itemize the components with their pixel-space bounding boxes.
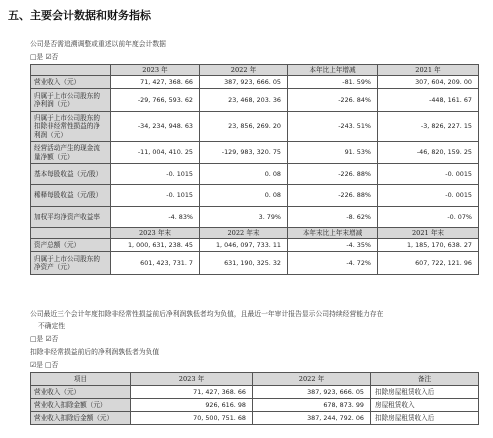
value-cell: -46, 820, 159. 25 (378, 142, 479, 164)
revenue-deduction-table (30, 372, 479, 425)
row-label: 归属于上市公司股东的净资产（元） (31, 252, 111, 275)
value-cell: -34, 234, 948. 63 (111, 112, 200, 142)
table-header-row (31, 373, 479, 386)
row-label: 营业收入（元） (31, 386, 131, 399)
restatement-question: 公司是否需追溯调整或重述以前年度会计数据 (30, 40, 166, 48)
value-cell: -226. 88% (288, 185, 378, 207)
header-cell: 备注 (371, 373, 479, 386)
value-cell: -243. 51% (288, 112, 378, 142)
value-cell: 71, 427, 368. 66 (111, 76, 200, 89)
going-concern-line-2: 不确定性 (38, 322, 66, 330)
going-concern-choice: □是 ☑否 (30, 335, 59, 343)
header-cell: 2022 年 (253, 373, 371, 386)
value-cell: -0. 07% (378, 207, 479, 228)
value-cell: 0. 08 (200, 185, 288, 207)
header-cell: 本年比上年增减 (288, 65, 378, 76)
row-label: 营业收入（元） (31, 76, 111, 89)
table-row (31, 164, 479, 185)
restatement-choice: □是 ☑否 (30, 53, 59, 61)
value-cell: 71, 427, 368. 66 (131, 386, 253, 399)
header-cell: 2021 年末 (378, 228, 479, 239)
row-label: 经营活动产生的现金流量净额（元） (31, 142, 111, 164)
header-cell (31, 65, 111, 76)
value-cell: -129, 983, 320. 75 (200, 142, 288, 164)
value-cell: 1, 000, 631, 238. 45 (111, 239, 200, 252)
value-cell: -448, 161. 67 (378, 89, 479, 112)
value-cell: 23, 468, 203. 36 (200, 89, 288, 112)
header-cell: 本年末比上年末增减 (288, 228, 378, 239)
header-cell: 2022 年末 (200, 228, 288, 239)
value-cell: -4. 35% (288, 239, 378, 252)
value-cell: 607, 722, 121. 96 (378, 252, 479, 275)
row-label: 加权平均净资产收益率 (31, 207, 111, 228)
header-cell: 2023 年 (111, 65, 200, 76)
value-cell: -0. 1015 (111, 164, 200, 185)
value-cell: 91. 53% (288, 142, 378, 164)
value-cell: 70, 500, 751. 68 (131, 412, 253, 425)
value-cell: -226. 84% (288, 89, 378, 112)
remark-cell: 房屋租赁收入 (371, 399, 479, 412)
row-label: 营业收入扣除金额（元） (31, 399, 131, 412)
value-cell: -226. 88% (288, 164, 378, 185)
header-cell: 2023 年 (131, 373, 253, 386)
table-row (31, 252, 479, 275)
value-cell: -0. 1015 (111, 185, 200, 207)
value-cell: -0. 0015 (378, 164, 479, 185)
value-cell: -81. 59% (288, 76, 378, 89)
value-cell: -11, 004, 410. 25 (111, 142, 200, 164)
value-cell: -3, 826, 227. 15 (378, 112, 479, 142)
table-row (31, 239, 479, 252)
table-row (31, 185, 479, 207)
negative-profit-note: 扣除非经常损益前后的净利润孰低者为负值 (30, 348, 160, 356)
row-label: 营业收入扣除后金额（元） (31, 412, 131, 425)
main-financial-table (30, 64, 479, 275)
row-label: 归属于上市公司股东的净利润（元） (31, 89, 111, 112)
value-cell: 1, 185, 170, 638. 27 (378, 239, 479, 252)
header-cell: 项目 (31, 373, 131, 386)
value-cell: -4. 83% (111, 207, 200, 228)
header-cell: 2021 年 (378, 65, 479, 76)
value-cell: 631, 190, 325. 32 (200, 252, 288, 275)
remark-cell: 扣除房屋租赁收入后 (371, 412, 479, 425)
going-concern-line-1: 公司最近三个会计年度扣除非经常性损益前后净利润孰低者均为负值，且最近一年审计报告显示公司持续经营能力存在 (30, 310, 384, 318)
row-label: 资产总额（元） (31, 239, 111, 252)
remark-cell: 扣除房屋租赁收入后 (371, 386, 479, 399)
value-cell: 387, 923, 666. 05 (200, 76, 288, 89)
value-cell: 1, 046, 097, 733. 11 (200, 239, 288, 252)
row-label: 基本每股收益（元/股） (31, 164, 111, 185)
row-label: 归属于上市公司股东的扣除非经常性损益的净利润（元） (31, 112, 111, 142)
table-row (31, 76, 479, 89)
value-cell: 23, 856, 269. 20 (200, 112, 288, 142)
table-row (31, 412, 479, 425)
value-cell: -8. 62% (288, 207, 378, 228)
value-cell: 678, 873. 99 (253, 399, 371, 412)
table-row (31, 207, 479, 228)
value-cell: -29, 766, 593. 62 (111, 89, 200, 112)
value-cell: 387, 923, 666. 05 (253, 386, 371, 399)
table-row (31, 386, 479, 399)
negative-profit-choice: ☑是 □否 (30, 361, 59, 369)
row-label: 稀释每股收益（元/股） (31, 185, 111, 207)
value-cell: 387, 244, 792. 06 (253, 412, 371, 425)
value-cell: 3. 79% (200, 207, 288, 228)
header-cell (31, 228, 111, 239)
value-cell: 926, 616. 98 (131, 399, 253, 412)
header-cell: 2023 年末 (111, 228, 200, 239)
value-cell: 601, 423, 731. 7 (111, 252, 200, 275)
table-row (31, 142, 479, 164)
value-cell: -0. 0015 (378, 185, 479, 207)
table-header-row (31, 228, 479, 239)
table-row (31, 399, 479, 412)
section-heading: 五、主要会计数据和财务指标 (8, 9, 151, 22)
value-cell: 307, 604, 209. 00 (378, 76, 479, 89)
table-row (31, 89, 479, 112)
value-cell: -4. 72% (288, 252, 378, 275)
value-cell: 0. 08 (200, 164, 288, 185)
table-header-row (31, 65, 479, 76)
header-cell: 2022 年 (200, 65, 288, 76)
table-row (31, 112, 479, 142)
